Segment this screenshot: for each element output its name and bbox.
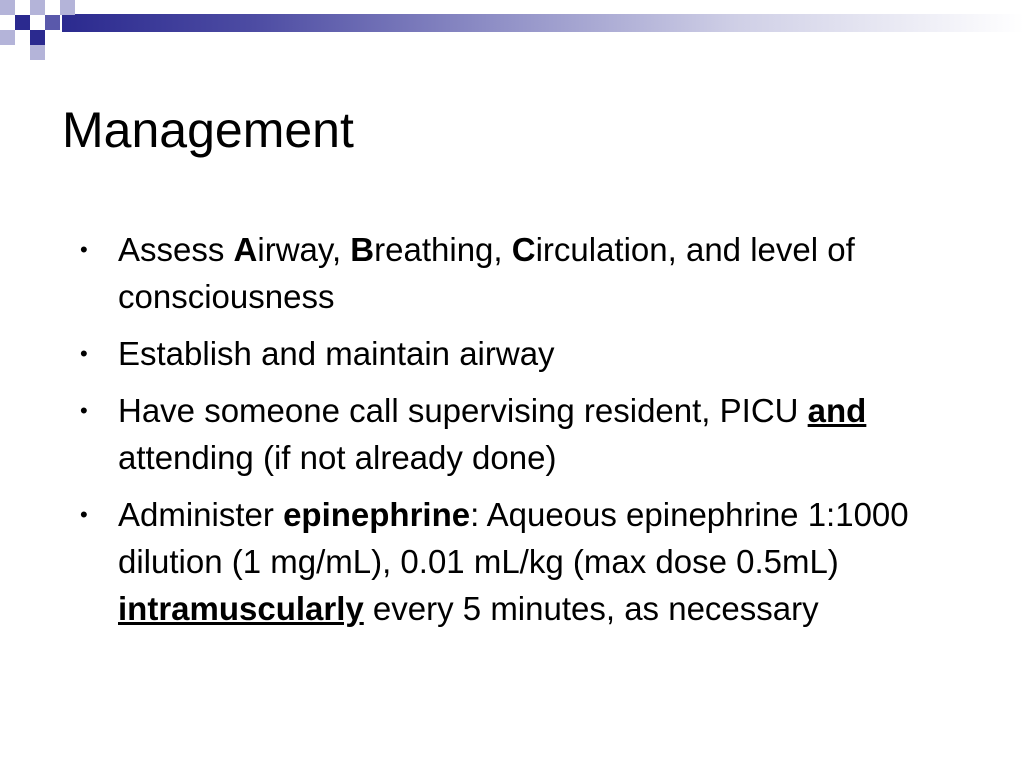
text-run: every 5 minutes, as necessary: [363, 590, 819, 627]
emphasis-bold-text: C: [511, 231, 536, 268]
header-square: [30, 45, 45, 60]
text-run: irculation, and level of consciousness: [118, 231, 855, 315]
emphasis-bold-text: B: [350, 231, 375, 268]
emphasis-underlined-text: intramuscularly: [118, 590, 364, 627]
emphasis-bold-text: A: [233, 231, 258, 268]
header-square: [60, 0, 75, 15]
header-square: [30, 30, 45, 45]
bullet-item: [80, 226, 1000, 320]
bullet-item: [80, 387, 1000, 481]
bullet-dot-icon: •: [80, 237, 88, 262]
text-run: attending (if not already done): [118, 439, 557, 476]
bullet-dot-icon: •: [80, 502, 88, 527]
bullet-text: [118, 392, 866, 476]
emphasis-underlined-text: and: [807, 392, 867, 429]
bullet-list: [80, 226, 1000, 642]
text-run: : Aqueous epinephrine 1:1000 dilution (1 mg/mL), 0.01 mL/kg (max dose 0.5mL): [118, 496, 909, 580]
bullet-text: [118, 496, 909, 627]
text-run: Have someone call supervising resident, PICU: [118, 392, 808, 429]
bullet-text: [118, 231, 855, 315]
header-square: [45, 15, 60, 30]
header-decoration: [0, 0, 1024, 62]
bullet-item: [80, 491, 1000, 632]
bullet-dot-icon: •: [80, 341, 88, 366]
bullet-item: [80, 330, 1000, 377]
header-gradient-bar: [62, 14, 1024, 32]
slide-title: Management: [62, 102, 354, 158]
header-square: [0, 0, 15, 15]
text-run: Administer: [118, 496, 284, 533]
text-run: irway,: [257, 231, 351, 268]
header-square: [0, 30, 15, 45]
text-run: Assess: [118, 231, 234, 268]
bullet-dot-icon: •: [80, 398, 88, 423]
text-run: reathing,: [374, 231, 512, 268]
bullet-text: [118, 335, 555, 372]
header-square: [30, 0, 45, 15]
header-square: [15, 15, 30, 30]
emphasis-bold-text: epinephrine: [283, 496, 471, 533]
text-run: Establish and maintain airway: [118, 335, 555, 372]
